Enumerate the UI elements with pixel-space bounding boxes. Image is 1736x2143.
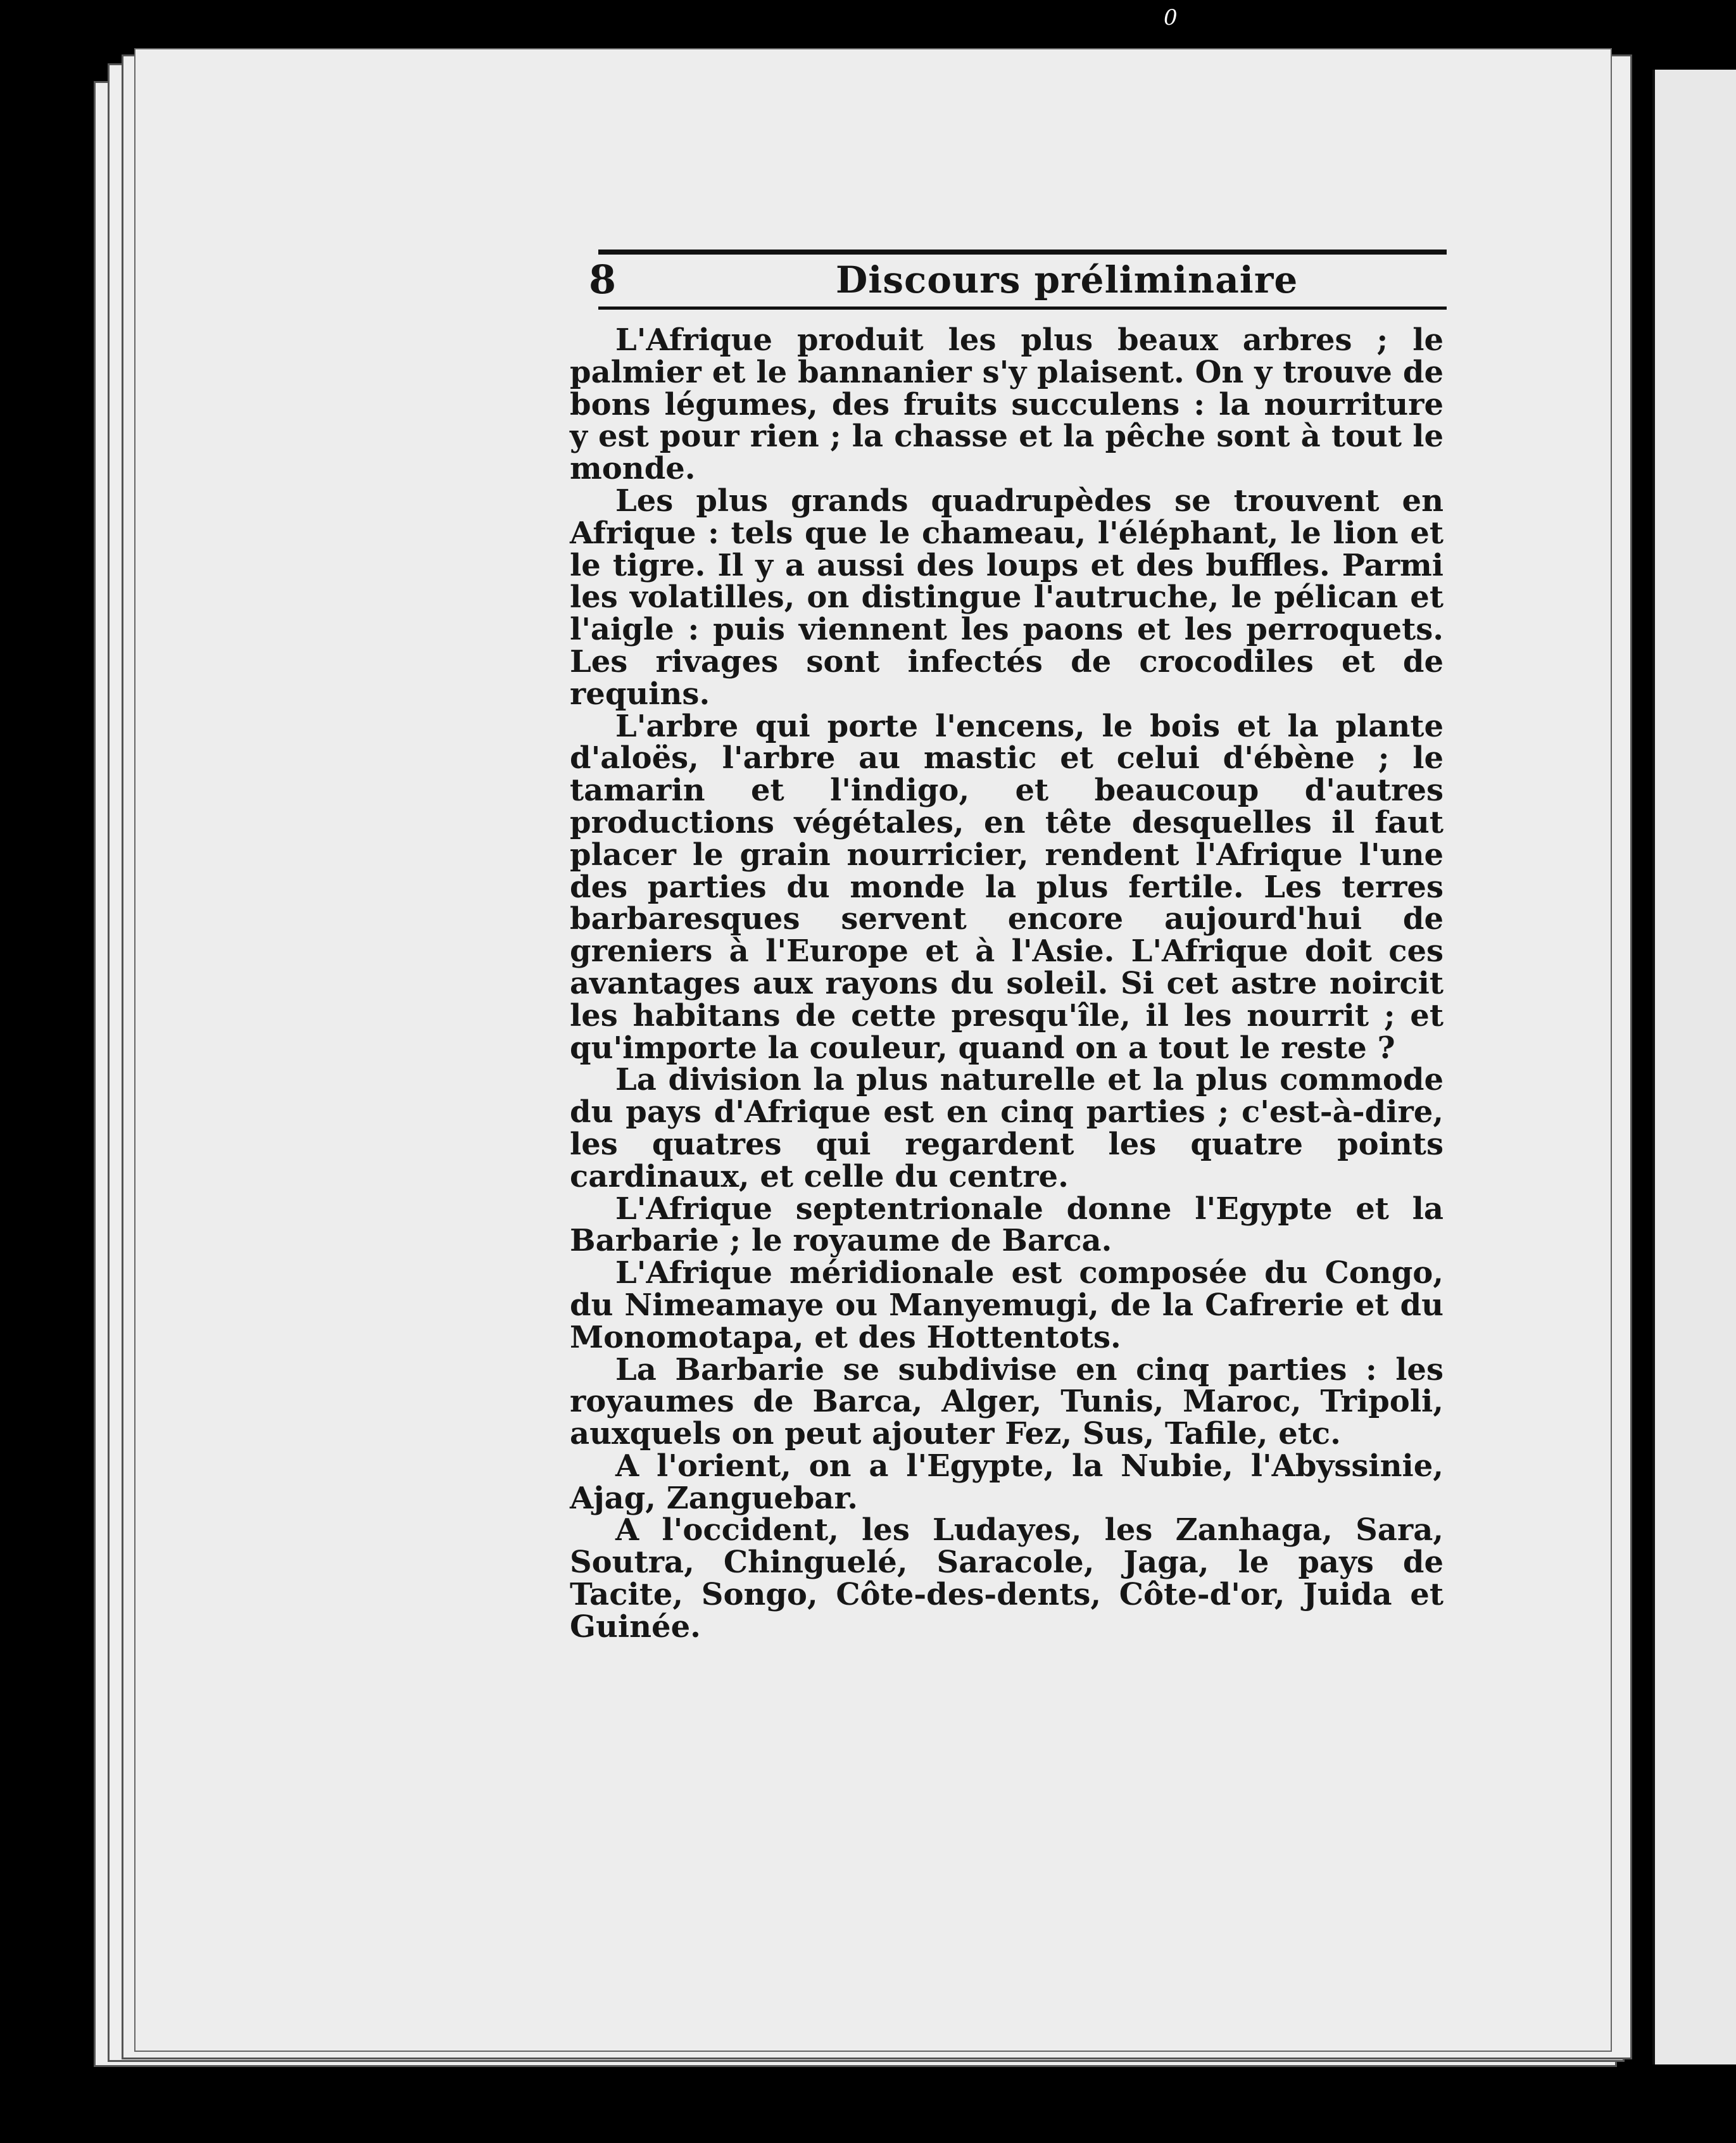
header-rule-bottom: [598, 307, 1447, 310]
paragraph-animals: Les plus grands quadrupèdes se trouvent en Afrique : tels que le chameau, l'éléphant, le lion et le tigre. Il y a aussi des loups et des buffles. Parmi les volatilles, on distingue l'autruche, le pélican et l'aigle : puis viennent les paons et les perroquets. Les rivages sont infectés de crocodiles et de requins.: [570, 483, 1444, 712]
running-head: Discours préliminaire: [836, 258, 1299, 301]
facing-page-edge: [1652, 70, 1736, 2064]
body-text: [570, 324, 1444, 1643]
top-margin-mark: 0: [1164, 5, 1178, 30]
paragraph-productions: L'arbre qui porte l'encens, le bois et la plante d'aloës, l'arbre au mastic et celui d'ébène ; le tamarin et l'indigo, et beaucoup d'autres productions végétales, en tête desquelles il faut placer le grain nourricier, rendent l'Afrique l'une des parties du monde la plus fertile. Les terres barbaresques servent encore aujourd'hui de greniers à l'Europe et à l'Asie. L'Afrique doit ces avantages aux rayons du soleil. Si cet astre noircit les habitans de cette presqu'île, il les nourrit ; et qu'importe la couleur, quand on a tout le reste ?: [570, 708, 1444, 1066]
paragraph-east: A l'orient, on a l'Egypte, la Nubie, l'Abyssinie, Ajag, Zanguebar.: [570, 1448, 1444, 1516]
paragraph-vegetation: L'Afrique produit les plus beaux arbres ; le palmier et le bannanier s'y plaisent. On y trouve de bons légumes, des fruits succulens : la nourriture y est pour rien ; la chasse et la pêche sont à tout le monde.: [570, 322, 1444, 487]
paragraph-north: L'Afrique septentrionale donne l'Egypte et la Barbarie ; le royaume de Barca.: [570, 1191, 1444, 1259]
paragraph-south: L'Afrique méridionale est composée du Congo, du Nimeamaye ou Manyemugi, de la Cafrerie et du Monomotapa, et des Hottentots.: [570, 1255, 1444, 1355]
header-rule-top: [598, 250, 1447, 255]
paragraph-west: A l'occident, les Ludayes, les Zanhaga, Sara, Soutra, Chinguelé, Saracole, Jaga, le pays de Tacite, Songo, Côte-des-dents, Côte-d'or, Juida et Guinée.: [570, 1512, 1444, 1645]
paragraph-barbary: La Barbarie se subdivise en cinq parties : les royaumes de Barca, Alger, Tunis, Maroc, Tripoli, auxquels on peut ajouter Fez, Sus, Tafile, etc.: [570, 1351, 1444, 1452]
paragraph-division: La division la plus naturelle et la plus commode du pays d'Afrique est en cinq parties ; c'est-à-dire, les quatres qui regardent les quatre points cardinaux, et celle du centre.: [570, 1062, 1444, 1194]
page-number: 8: [589, 256, 617, 303]
